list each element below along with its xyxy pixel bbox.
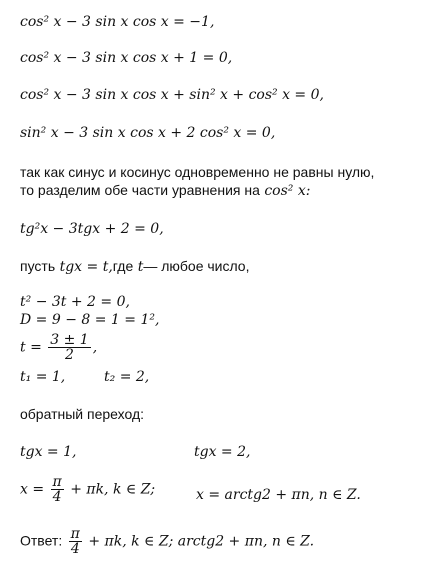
substitution-line: [20, 257, 249, 276]
roots-denominator: 2: [65, 347, 74, 363]
answer-line: [20, 527, 314, 556]
x1-fraction: [51, 475, 64, 504]
discriminant: D = 9 − 8 = 1 = 1²,: [20, 312, 160, 328]
x1-lhs: x =: [20, 481, 45, 498]
roots-formula: [20, 333, 97, 362]
x1-rest: + πk, k ∈ Z;: [70, 481, 156, 498]
equation-6: t² − 3t + 2 = 0,: [20, 294, 130, 310]
answer-fraction: [69, 527, 82, 556]
answer-label: Ответ:: [20, 532, 63, 549]
equation-tg-1: tgx = 1,: [20, 444, 77, 460]
root-t1: t₁ = 1,: [20, 369, 66, 385]
equation-5: tg²x − 3tgx + 2 = 0,: [20, 221, 164, 237]
substitution-var: t: [137, 259, 144, 275]
substitution-expr: tgx = t,: [59, 259, 113, 275]
substitution-where: где: [112, 258, 134, 274]
explanation-divisor: cos² x:: [264, 183, 311, 199]
substitution-label: пусть: [20, 258, 56, 274]
x1-numerator: π: [52, 474, 62, 490]
equation-2: cos² x − 3 sin x cos x + 1 = 0,: [20, 50, 233, 66]
reverse-substitution-label: обратный переход:: [20, 406, 144, 422]
equation-3: cos² x − 3 sin x cos x + sin² x + cos² x = 0,: [20, 87, 324, 103]
roots-comma: ,: [92, 339, 98, 356]
substitution-rest: — любое число,: [143, 258, 250, 274]
answer-denominator: 4: [70, 541, 80, 557]
equation-tg-2: tgx = 2,: [194, 444, 251, 460]
explanation-line-2: [20, 181, 310, 200]
answer-numerator: π: [70, 526, 80, 542]
equation-4: sin² x − 3 sin x cos x + 2 cos² x = 0,: [20, 125, 276, 141]
roots-numerator: 3 ± 1: [50, 332, 89, 348]
roots-fraction: [48, 333, 90, 362]
equation-1: cos² x − 3 sin x cos x = −1,: [20, 14, 215, 30]
explanation-line-1: так как синус и косинус одновременно не равны нулю,: [20, 164, 375, 180]
explanation-text: то разделим обе части уравнения на: [20, 182, 260, 198]
root-t2: t₂ = 2,: [104, 369, 150, 385]
roots-lhs: t =: [20, 339, 42, 356]
solution-x2: x = arctg2 + πn, n ∈ Z.: [196, 487, 361, 503]
answer-rest: + πk, k ∈ Z; arctg2 + πn, n ∈ Z.: [88, 533, 315, 550]
x1-denominator: 4: [52, 489, 62, 505]
solution-x1: [20, 475, 155, 504]
